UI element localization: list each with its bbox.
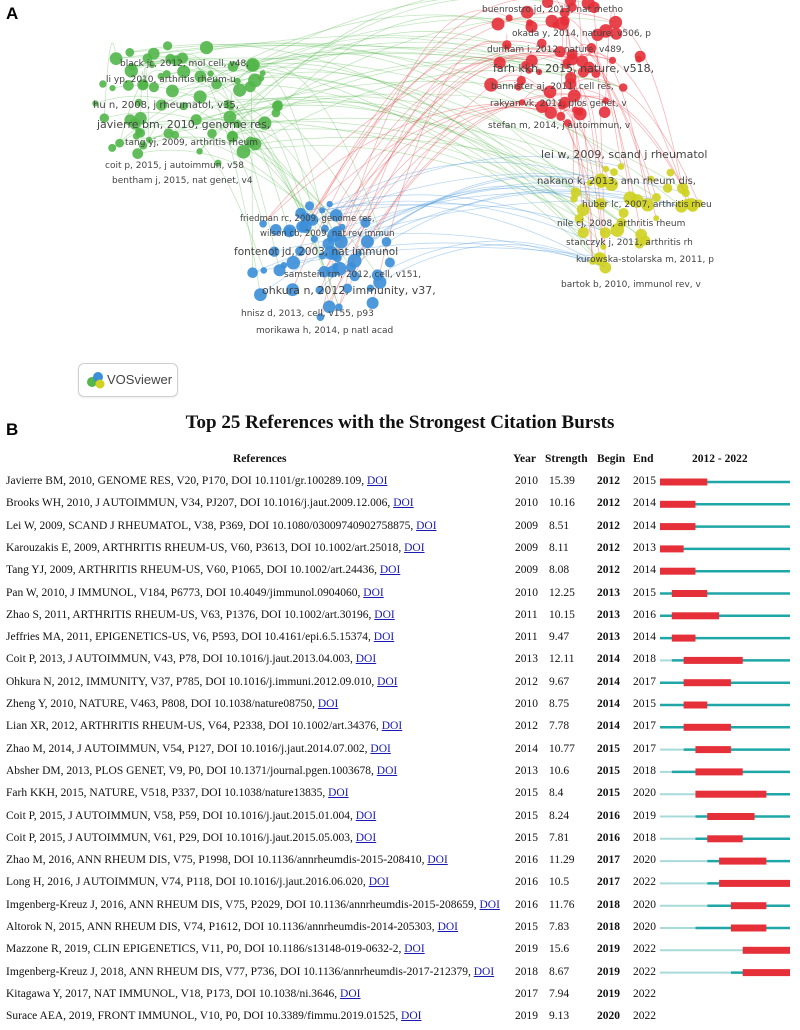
burst-table-row <box>0 539 800 562</box>
strength-cell: 10.6 <box>549 764 570 777</box>
doi-link[interactable]: DOI <box>328 787 349 800</box>
network-link <box>322 49 572 256</box>
strength-cell: 10.16 <box>549 497 575 510</box>
burst-table-row <box>0 695 800 718</box>
year-cell: 2016 <box>515 876 538 889</box>
year-cell: 2010 <box>515 698 538 710</box>
begin-cell: 2013 <box>597 586 620 599</box>
reference-cell <box>6 698 338 710</box>
begin-cell: 2012 <box>597 564 620 577</box>
burst-table-row <box>0 896 800 919</box>
reference-cell <box>6 1010 422 1022</box>
year-cell: 2009 <box>515 519 538 532</box>
doi-link[interactable]: DOI <box>370 742 391 755</box>
strength-cell: 8.51 <box>549 519 570 532</box>
doi-link[interactable]: DOI <box>377 675 398 688</box>
reference-cell <box>6 787 349 799</box>
network-node <box>367 297 379 309</box>
network-node-label: kurowska-stolarska m, 2011, p <box>576 255 714 265</box>
doi-link[interactable]: DOI <box>379 564 401 577</box>
network-node-label: friedman rc, 2009, genome res, <box>240 214 375 224</box>
network-node <box>245 81 256 92</box>
end-cell: 2022 <box>633 943 656 956</box>
strength-cell: 11.76 <box>549 898 575 911</box>
vosviewer-logo-icon <box>85 370 107 390</box>
network-node <box>260 70 266 76</box>
network-node <box>327 201 333 207</box>
reference-text: Surace AEA, 2019, FRONT IMMUNOL, V10, P0, DOI 10.3389/fimmu.2019.01525, <box>6 1010 402 1023</box>
begin-cell: 2015 <box>597 742 620 755</box>
begin-cell: 2012 <box>597 497 620 510</box>
reference-cell <box>6 876 389 888</box>
begin-cell: 2018 <box>597 898 620 911</box>
network-node <box>115 139 124 148</box>
network-node <box>163 41 172 50</box>
vosviewer-badge[interactable] <box>78 363 178 397</box>
begin-cell: 2013 <box>597 608 620 621</box>
reference-cell <box>6 899 500 911</box>
network-node <box>247 267 258 278</box>
network-node-label: huber lc, 2007, arthritis rheu <box>582 200 712 210</box>
strength-cell: 10.77 <box>549 742 575 755</box>
strength-cell: 9.67 <box>549 675 570 688</box>
end-cell: 2019 <box>633 809 656 822</box>
network-node-label: wilson cb, 2009, nat rev immun <box>260 229 395 239</box>
end-cell: 2018 <box>633 831 656 844</box>
begin-cell: 2013 <box>597 631 620 644</box>
reference-cell <box>6 609 395 621</box>
doi-link[interactable]: DOI <box>355 653 377 666</box>
reference-text: Karouzakis E, 2009, ARTHRITIS RHEUM-US, V60, P3613, DOI 10.1002/art.25018, <box>6 541 405 554</box>
reference-text: Mazzone R, 2019, CLIN EPIGENETICS, V11, P0, DOI 10.1186/s13148-019-0632-2, <box>6 943 405 956</box>
doi-link[interactable]: DOI <box>374 608 395 621</box>
begin-cell: 2014 <box>597 720 620 733</box>
burst-table-row <box>0 494 800 517</box>
burst-table-row <box>0 650 800 673</box>
year-cell: 2013 <box>515 653 538 666</box>
reference-text: Brooks WH, 2010, J AUTOIMMUN, V34, PJ207, DOI 10.1016/j.jaut.2009.12.006, <box>6 497 394 510</box>
end-cell: 2015 <box>633 586 656 599</box>
year-cell: 2016 <box>515 898 538 911</box>
network-node-label: okada y, 2014, nature, v506, p <box>512 29 651 39</box>
network-node-label: li yp, 2010, arthritis rheum-u <box>106 75 236 85</box>
network-node-label: javierre bm, 2010, genome res, <box>97 118 271 131</box>
burst-table-row <box>0 873 800 896</box>
doi-link[interactable]: DOI <box>401 1010 422 1023</box>
end-cell: 2013 <box>633 541 656 554</box>
network-node <box>635 51 646 62</box>
network-map <box>0 0 800 408</box>
network-node-label: samstein rm, 2012, cell, v151, <box>284 270 422 280</box>
burst-table-row <box>0 829 800 852</box>
begin-cell: 2019 <box>597 943 620 956</box>
network-node-label: lei w, 2009, scand j rheumatol <box>541 148 708 161</box>
begin-cell: 2019 <box>597 965 620 978</box>
network-node <box>261 267 268 274</box>
header-end: End <box>633 453 654 465</box>
begin-cell: 2015 <box>597 787 620 800</box>
end-cell: 2022 <box>633 965 656 978</box>
network-node-label: stefan m, 2014, j autoimmun, v <box>488 121 631 131</box>
begin-cell: 2016 <box>597 809 620 822</box>
year-cell: 2013 <box>515 764 538 777</box>
strength-cell: 12.25 <box>549 586 575 599</box>
network-node-label: stanczyk j, 2011, arthritis rh <box>566 238 693 248</box>
reference-text: Imgenberg-Kreuz J, 2016, ANN RHEUM DIS, V75, P2029, DOI 10.1136/annrheumdis-2015-208659, <box>6 898 480 911</box>
reference-text: Zhao S, 2011, ARTHRITIS RHEUM-US, V63, P1376, DOI 10.1002/art.30196, <box>6 608 375 621</box>
network-node <box>618 163 625 170</box>
end-cell: 2020 <box>633 854 656 867</box>
end-cell: 2020 <box>633 921 656 933</box>
network-node-label: bannister aj, 2011, cell res, <box>491 82 614 92</box>
end-cell: 2018 <box>633 653 656 666</box>
reference-cell <box>6 921 458 933</box>
reference-text: Zhao M, 2014, J AUTOIMMUN, V54, P127, DOI 10.1016/j.jaut.2014.07.002, <box>6 742 371 755</box>
doi-link[interactable]: DOI <box>437 921 459 933</box>
network-node <box>619 83 628 92</box>
network-node <box>556 112 565 121</box>
end-cell: 2018 <box>633 764 656 777</box>
network-node <box>571 187 581 197</box>
doi-link[interactable]: DOI <box>381 720 403 733</box>
year-cell: 2010 <box>515 475 538 487</box>
doi-link[interactable]: DOI <box>355 809 377 822</box>
doi-link[interactable]: DOI <box>404 541 425 554</box>
end-cell: 2014 <box>633 564 656 577</box>
end-cell: 2022 <box>633 1010 656 1023</box>
reference-text: Lian XR, 2012, ARTHRITIS RHEUM-US, V64, P2338, DOI 10.1002/art.34376, <box>6 720 382 733</box>
burst-table-row <box>0 762 800 785</box>
reference-cell <box>6 542 425 554</box>
reference-text: Farh KKH, 2015, NATURE, V518, P337, DOI 10.1038/nature13835, <box>6 787 329 800</box>
reference-text: Zhao M, 2016, ANN RHEUM DIS, V75, P1998, DOI 10.1136/annrheumdis-2015-208410, <box>6 854 428 867</box>
reference-cell <box>6 587 384 599</box>
year-cell: 2019 <box>515 943 538 956</box>
reference-cell <box>6 676 398 688</box>
network-node <box>233 84 246 97</box>
doi-link[interactable]: DOI <box>473 965 495 978</box>
year-cell: 2009 <box>515 564 538 577</box>
reference-cell <box>6 497 414 509</box>
reference-cell <box>6 832 376 844</box>
strength-cell: 9.47 <box>549 631 570 644</box>
network-node <box>385 258 395 268</box>
begin-cell: 2017 <box>597 854 620 867</box>
network-node-label: bartok b, 2010, immunol rev, v <box>561 280 701 290</box>
network-node <box>166 85 179 98</box>
year-cell: 2010 <box>515 497 538 510</box>
reference-text: Ohkura N, 2012, IMMUNITY, V37, P785, DOI 10.1016/j.immuni.2012.09.010, <box>6 675 378 688</box>
year-cell: 2019 <box>515 1010 538 1023</box>
header-timeline-range: 2012 - 2022 <box>692 453 748 465</box>
reference-cell <box>6 854 448 866</box>
burst-table-row <box>0 918 800 941</box>
network-node-label: morikawa h, 2014, p natl acad <box>256 326 394 336</box>
bursts-title: Top 25 References with the Strongest Citation Bursts <box>185 412 615 433</box>
begin-cell: 2014 <box>597 653 620 666</box>
network-node <box>603 166 609 172</box>
network-node <box>132 148 143 159</box>
doi-link[interactable]: DOI <box>340 987 361 1000</box>
network-node <box>272 109 281 118</box>
network-node <box>506 15 513 22</box>
end-cell: 2015 <box>633 698 656 710</box>
reference-text: Pan W, 2010, J IMMUNOL, V184, P6773, DOI 10.4049/jimmunol.0904060, <box>6 586 364 599</box>
network-node-label: bentham j, 2015, nat genet, v4 <box>112 176 253 186</box>
network-node-label: nile cj, 2008, arthritis rheum <box>557 219 686 229</box>
doi-link[interactable]: DOI <box>404 943 425 956</box>
vosviewer-label: VOSviewer <box>107 372 173 387</box>
end-cell: 2014 <box>633 497 656 510</box>
end-cell: 2015 <box>633 475 656 487</box>
header-references: References <box>233 453 287 465</box>
strength-cell: 7.94 <box>549 987 570 1000</box>
reference-cell <box>6 720 402 732</box>
network-node-label: dunham i, 2012, nature, v489, <box>487 45 625 55</box>
citation-bursts-panel <box>0 408 800 1023</box>
strength-cell: 7.83 <box>549 921 570 933</box>
burst-table-row <box>0 673 800 696</box>
doi-link[interactable]: DOI <box>393 497 414 510</box>
begin-cell: 2018 <box>597 921 620 933</box>
reference-cell <box>6 653 376 665</box>
reference-text: Imgenberg-Kreuz J, 2018, ANN RHEUM DIS, V77, P736, DOI 10.1136/annrheumdis-2017-212379, <box>6 965 474 978</box>
network-node <box>148 48 160 60</box>
burst-table-row <box>0 561 800 584</box>
doi-link[interactable]: DOI <box>427 854 448 867</box>
reference-cell <box>6 966 494 978</box>
burst-table-row <box>0 985 800 1008</box>
network-node-label: hu n, 2008, j rheumatol, v35, <box>93 100 239 111</box>
end-cell: 2017 <box>633 742 656 755</box>
begin-cell: 2014 <box>597 698 620 710</box>
year-cell: 2011 <box>515 608 538 621</box>
year-cell: 2015 <box>515 787 538 800</box>
end-cell: 2017 <box>633 720 656 733</box>
strength-cell: 7.78 <box>549 720 570 733</box>
burst-table-row <box>0 740 800 763</box>
reference-text: Jeffries MA, 2011, EPIGENETICS-US, V6, P593, DOI 10.4161/epi.6.5.15374, <box>6 631 374 644</box>
strength-cell: 8.4 <box>549 787 564 800</box>
begin-cell: 2012 <box>597 475 620 487</box>
network-node-label: hnisz d, 2013, cell, v155, p93 <box>241 309 374 319</box>
network-node <box>319 207 325 213</box>
burst-table-row <box>0 606 800 629</box>
year-cell: 2018 <box>515 965 538 978</box>
year-cell: 2015 <box>515 809 538 822</box>
doi-link[interactable]: DOI <box>368 876 390 889</box>
begin-cell: 2019 <box>597 987 620 1000</box>
reference-cell <box>6 564 400 576</box>
reference-text: Zheng Y, 2010, NATURE, V463, P808, DOI 10.1038/nature08750, <box>6 698 318 710</box>
network-node-label: black jc, 2012, mol cell, v48, <box>120 59 250 69</box>
end-cell: 2017 <box>633 675 656 688</box>
reference-text: Long H, 2016, J AUTOIMMUN, V74, P118, DOI 10.1016/j.jaut.2016.06.020, <box>6 876 369 889</box>
burst-table-row <box>0 1007 800 1030</box>
network-node-label: coit p, 2015, j autoimmun, v58 <box>105 161 244 171</box>
strength-cell: 9.13 <box>549 1010 570 1023</box>
strength-cell: 8.24 <box>549 809 570 822</box>
reference-cell <box>6 631 394 643</box>
reference-cell <box>6 520 437 532</box>
year-cell: 2012 <box>515 720 538 733</box>
year-cell: 2017 <box>515 987 538 1000</box>
burst-table-row <box>0 472 800 495</box>
burst-table-row <box>0 963 800 986</box>
reference-text: Coit P, 2013, J AUTOIMMUN, V43, P78, DOI 10.1016/j.jaut.2013.04.003, <box>6 653 356 666</box>
reference-cell <box>6 765 397 777</box>
burst-table-row <box>0 584 800 607</box>
doi-link[interactable]: DOI <box>355 831 377 844</box>
network-node-label: buenrostro jd, 2013, nat metho <box>482 5 623 15</box>
reference-cell <box>6 475 387 487</box>
burst-table-row <box>0 717 800 740</box>
end-cell: 2016 <box>633 608 656 621</box>
year-cell: 2010 <box>515 586 538 599</box>
begin-cell: 2017 <box>597 876 620 889</box>
strength-cell: 10.15 <box>549 608 575 621</box>
network-node <box>108 144 116 152</box>
strength-cell: 10.5 <box>549 876 570 889</box>
network-node <box>492 18 505 31</box>
network-node-label: farh kkh, 2015, nature, v518, <box>493 62 655 75</box>
strength-cell: 7.81 <box>549 831 570 844</box>
burst-table-row <box>0 628 800 651</box>
burst-table-row <box>0 940 800 963</box>
begin-cell: 2015 <box>597 764 620 777</box>
doi-link[interactable]: DOI <box>479 898 500 911</box>
panel-a-letter: A <box>6 4 19 23</box>
begin-cell: 2012 <box>597 519 620 532</box>
end-cell: 2014 <box>633 631 656 644</box>
network-node-label: tang yj, 2009, arthritis rheum <box>125 138 258 148</box>
network-node <box>109 85 115 91</box>
panel-b-letter: B <box>6 420 19 439</box>
burst-table-row <box>0 784 800 807</box>
strength-cell: 15.39 <box>549 475 575 487</box>
network-node <box>610 168 618 176</box>
network-node-label: ohkura n, 2012, immunity, v37, <box>262 284 436 297</box>
network-node <box>200 41 213 54</box>
year-cell: 2015 <box>515 831 538 844</box>
strength-cell: 8.11 <box>549 541 569 554</box>
doi-link[interactable]: DOI <box>366 475 388 487</box>
end-cell: 2022 <box>633 876 656 889</box>
doi-link[interactable]: DOI <box>376 764 398 777</box>
year-cell: 2014 <box>515 742 538 755</box>
strength-cell: 8.67 <box>549 965 570 978</box>
cocitation-network-panel <box>0 0 800 408</box>
reference-text: Altorok N, 2015, ANN RHEUM DIS, V74, P1612, DOI 10.1136/annrheumdis-2014-205303, <box>6 921 438 933</box>
doi-link[interactable]: DOI <box>363 586 384 599</box>
network-node <box>305 201 314 210</box>
reference-text: Javierre BM, 2010, GENOME RES, V20, P170, DOI 10.1101/gr.100289.109, <box>6 475 367 487</box>
doi-link[interactable]: DOI <box>416 519 437 532</box>
strength-cell: 11.29 <box>549 854 575 867</box>
strength-cell: 8.75 <box>549 698 570 710</box>
year-cell: 2015 <box>515 921 538 933</box>
reference-cell <box>6 810 376 822</box>
header-begin: Begin <box>597 453 626 465</box>
reference-text: Coit P, 2015, J AUTOIMMUN, V58, P59, DOI 10.1016/j.jaut.2015.01.004, <box>6 809 356 822</box>
begin-cell: 2016 <box>597 831 620 844</box>
network-node-label: nakano k, 2013, ann rheum dis, <box>537 176 696 187</box>
reference-cell <box>6 943 425 955</box>
reference-text: Tang YJ, 2009, ARTHRITIS RHEUM-US, V60, P1065, DOI 10.1002/art.24436, <box>6 564 380 577</box>
network-node-label: rakyan vk, 2011, plos genet, v <box>490 99 627 109</box>
doi-link[interactable]: DOI <box>317 698 339 710</box>
begin-cell: 2014 <box>597 675 620 688</box>
strength-cell: 12.11 <box>549 653 575 666</box>
end-cell: 2022 <box>633 987 656 1000</box>
begin-cell: 2020 <box>597 1010 620 1023</box>
reference-text: Lei W, 2009, SCAND J RHEUMATOL, V38, P369, DOI 10.1080/03009740902758875, <box>6 519 417 532</box>
year-cell: 2012 <box>515 675 538 688</box>
network-node <box>125 48 134 57</box>
year-cell: 2009 <box>515 541 538 554</box>
header-year: Year <box>513 453 536 465</box>
end-cell: 2020 <box>633 898 656 911</box>
strength-cell: 8.08 <box>549 564 570 577</box>
begin-cell: 2012 <box>597 541 620 554</box>
strength-cell: 15.6 <box>549 943 570 956</box>
burst-table-row <box>0 807 800 830</box>
reference-text: Kitagawa Y, 2017, NAT IMMUNOL, V18, P173, DOI 10.1038/ni.3646, <box>6 987 341 1000</box>
year-cell: 2016 <box>515 854 538 867</box>
network-node-label: fontenot jd, 2003, nat immunol <box>234 246 399 258</box>
reference-text: Coit P, 2015, J AUTOIMMUN, V61, P29, DOI 10.1016/j.jaut.2015.05.003, <box>6 831 356 844</box>
network-node <box>196 148 202 154</box>
year-cell: 2011 <box>515 631 538 644</box>
reference-text: Absher DM, 2013, PLOS GENET, V9, P0, DOI 10.1371/journal.pgen.1003678, <box>6 764 377 777</box>
end-cell: 2014 <box>633 519 656 532</box>
burst-table-row <box>0 517 800 540</box>
reference-cell <box>6 743 391 755</box>
reference-cell <box>6 988 360 1000</box>
end-cell: 2020 <box>633 787 656 800</box>
header-strength: Strength <box>545 453 588 465</box>
burst-table-row <box>0 851 800 874</box>
doi-link[interactable]: DOI <box>373 631 395 644</box>
